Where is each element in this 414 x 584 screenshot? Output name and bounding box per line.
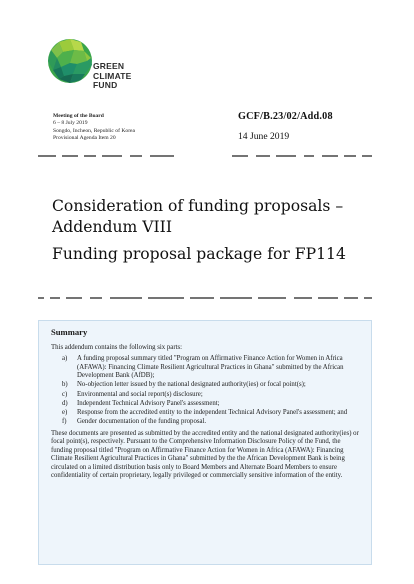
summary-box xyxy=(38,320,372,565)
summary-closing: These documents are presented as submitted by the accredited entity and the national designated authority(ies) or focal point(s), respectively. Pursuant to the Comprehensive Information Disclosure Policy of the Fund, the funding proposal titled "Program on Affirmative Finance Action for Women in Africa (AFAWA): Financing Climate Resilient Agricultural Practices in Ghana" submitted by the the African Development Bank is being circulated on a limited distribution basis only to Board Members and Alternate Board Members to ensure confidentiality of certain proprietary, legally privileged or commercially sensitive information of the entity. xyxy=(51,429,359,480)
list-item-text: Gender documentation of the funding proposal. xyxy=(77,418,207,426)
list-item-label: b) xyxy=(62,381,68,389)
document-symbol: GCF/B.23/02/Add.08 xyxy=(238,111,333,122)
list-item xyxy=(51,409,361,418)
meeting-title: Meeting of the Board xyxy=(53,113,104,119)
document-info xyxy=(238,111,333,142)
list-item-label: d) xyxy=(62,399,68,407)
summary-heading: Summary xyxy=(51,327,88,337)
logo-line-2: CLIMATE xyxy=(93,70,132,81)
top-divider xyxy=(38,154,372,158)
title-main: Consideration of funding proposals – Addendum VIII xyxy=(52,197,344,236)
bottom-divider xyxy=(38,296,372,300)
document-title xyxy=(52,196,382,265)
meeting-agenda: Provisional Agenda Item 20 xyxy=(53,135,116,142)
globe-icon xyxy=(47,38,93,84)
list-item-text: Response from the accredited entity to the independent Technical Advisory Panel's assessment; and xyxy=(77,409,348,417)
list-item-label: f) xyxy=(62,418,67,426)
logo-line-3: FUND xyxy=(93,80,118,90)
summary-list xyxy=(51,355,361,427)
list-item-text: No-objection letter issued by the national designated authority(ies) or focal point(s); xyxy=(77,381,306,389)
logo-line-1: GREEN xyxy=(93,61,125,71)
list-item-text: Independent Technical Advisory Panel's assessment; xyxy=(77,399,220,407)
list-item xyxy=(51,355,361,381)
summary-intro: This addendum contains the following six parts: xyxy=(51,343,183,351)
list-item xyxy=(51,418,361,427)
list-item-label: e) xyxy=(62,409,68,417)
list-item-label: c) xyxy=(62,390,68,398)
meeting-dates: 6 – 8 July 2019 xyxy=(53,120,88,127)
title-subtitle: Funding proposal package for FP114 xyxy=(52,245,346,263)
document-date: 14 June 2019 xyxy=(238,131,290,142)
logo-wordmark xyxy=(93,62,132,91)
meeting-info xyxy=(53,113,135,143)
list-item-text: A funding proposal summary titled "Program on Affirmative Finance Action for Women in Africa (AFAWA): Financing Climate Resilient Agricultural Practices in Ghana" submitted by the African Development Bank (AfDB); xyxy=(77,355,344,379)
meeting-place: Songdo, Incheon, Republic of Korea xyxy=(53,127,136,134)
list-item-label: a) xyxy=(62,355,68,362)
list-item xyxy=(51,381,361,390)
gcf-logo xyxy=(47,38,93,88)
list-item-text: Environmental and social report(s) disclosure; xyxy=(77,390,203,398)
list-item xyxy=(51,391,361,400)
list-item xyxy=(51,400,361,409)
